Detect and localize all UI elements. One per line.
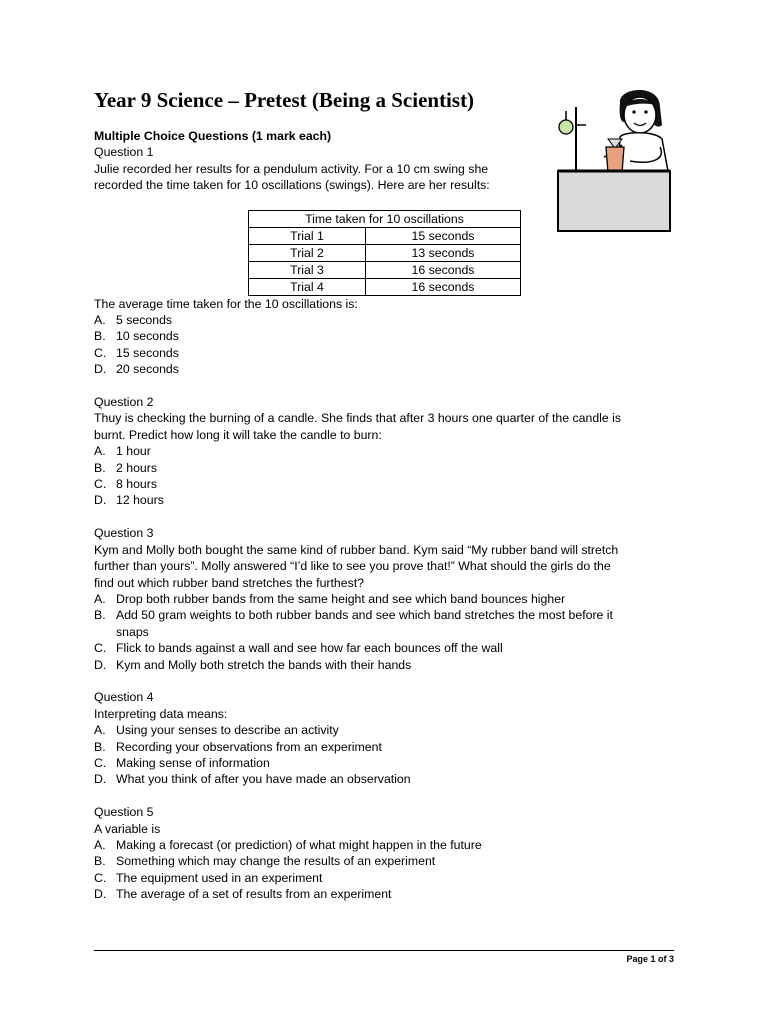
- option-letter: D.: [94, 362, 107, 377]
- page-title: Year 9 Science – Pretest (Being a Scientist): [94, 88, 475, 112]
- question-4-stem: Interpreting data means:: [94, 706, 228, 721]
- question-5-label: Question 5: [94, 805, 154, 820]
- option-letter: C.: [94, 477, 107, 492]
- table-row: [249, 278, 521, 295]
- option-letter: B.: [94, 329, 106, 344]
- answer-option: [94, 657, 674, 673]
- option-letter: D.: [94, 772, 107, 787]
- answer-option: [94, 870, 674, 886]
- question-4-label: Question 4: [94, 690, 154, 705]
- table-row: [249, 261, 521, 278]
- option-letter: C.: [94, 641, 107, 656]
- answer-option: [94, 312, 674, 328]
- option-letter: A.: [94, 723, 106, 738]
- question-1-intro: recorded the time taken for 10 oscillations (swings). Here are her results:: [94, 178, 490, 193]
- footer-divider: [94, 950, 674, 951]
- option-text: Recording your observations from an experiment: [116, 739, 382, 754]
- time-cell: 16 seconds: [366, 261, 521, 278]
- answer-option: [94, 607, 674, 640]
- option-text: Using your senses to describe an activity: [116, 723, 339, 738]
- option-letter: A.: [94, 837, 106, 852]
- time-cell: 15 seconds: [366, 227, 521, 244]
- option-letter: D.: [94, 887, 107, 902]
- answer-option: [94, 640, 674, 656]
- option-text: Making sense of information: [116, 755, 270, 770]
- time-cell: 16 seconds: [366, 278, 521, 295]
- option-letter: D.: [94, 493, 107, 508]
- option-letter: A.: [94, 444, 106, 459]
- time-cell: 13 seconds: [366, 244, 521, 261]
- option-text: 20 seconds: [116, 362, 179, 377]
- table-header-row: [249, 210, 521, 227]
- option-text: 2 hours: [116, 460, 158, 475]
- question-2-label: Question 2: [94, 395, 154, 410]
- option-text: The average of a set of results from an experiment: [116, 887, 392, 902]
- option-text: Add 50 gram weights to both rubber bands and see which band stretches the most before it snaps: [116, 608, 613, 639]
- trial-cell: Trial 4: [249, 278, 366, 295]
- option-text: 15 seconds: [116, 345, 179, 360]
- option-text: Flick to bands against a wall and see how far each bounces off the wall: [116, 641, 503, 656]
- answer-option: [94, 476, 674, 492]
- page-number: Page 1 of 3: [626, 954, 674, 964]
- option-text: 10 seconds: [116, 329, 179, 344]
- option-letter: C.: [94, 755, 107, 770]
- table-row: [249, 244, 521, 261]
- answer-option: [94, 361, 674, 377]
- answer-option: [94, 853, 674, 869]
- answer-option: [94, 886, 674, 902]
- table-header: Time taken for 10 oscillations: [249, 210, 521, 227]
- option-letter: C.: [94, 870, 107, 885]
- trial-cell: Trial 2: [249, 244, 366, 261]
- question-3-stem: find out which rubber band stretches the furthest?: [94, 575, 365, 590]
- answer-option: [94, 492, 674, 508]
- option-letter: B.: [94, 739, 106, 754]
- option-letter: A.: [94, 313, 106, 328]
- answer-option: [94, 837, 674, 853]
- answer-option: [94, 460, 674, 476]
- answer-option: [94, 345, 674, 361]
- option-text: Making a forecast (or prediction) of what might happen in the future: [116, 837, 482, 852]
- section-heading: Multiple Choice Questions (1 mark each): [94, 129, 332, 143]
- answer-option: [94, 739, 674, 755]
- option-text: Kym and Molly both stretch the bands with their hands: [116, 657, 412, 672]
- answer-option: [94, 443, 674, 459]
- option-text: What you think of after you have made an observation: [116, 772, 411, 787]
- answer-option: [94, 722, 674, 738]
- trial-cell: Trial 3: [249, 261, 366, 278]
- question-1-label: Question 1: [94, 145, 154, 160]
- option-text: Drop both rubber bands from the same height and see which band bounces higher: [116, 591, 566, 606]
- option-text: 1 hour: [116, 444, 151, 459]
- question-paper: [94, 128, 674, 903]
- results-table: [248, 210, 521, 296]
- question-3-label: Question 3: [94, 526, 154, 541]
- option-text: Something which may change the results of an experiment: [116, 854, 436, 869]
- option-letter: C.: [94, 345, 107, 360]
- option-text: The equipment used in an experiment: [116, 870, 323, 885]
- answer-option: [94, 755, 674, 771]
- answer-option: [94, 771, 674, 787]
- trial-cell: Trial 1: [249, 227, 366, 244]
- answer-option: [94, 328, 674, 344]
- question-5-stem: A variable is: [94, 821, 161, 836]
- answer-option: [94, 591, 674, 607]
- option-letter: A.: [94, 591, 106, 606]
- question-1-intro: Julie recorded her results for a pendulum activity. For a 10 cm swing she: [94, 161, 489, 176]
- question-3-stem: Kym and Molly both bought the same kind of rubber band. Kym said “My rubber band will stretch: [94, 542, 619, 557]
- question-2-stem: Thuy is checking the burning of a candle. She finds that after 3 hours one quarter of the candle is: [94, 411, 622, 426]
- option-text: 8 hours: [116, 477, 158, 492]
- question-1-stem: The average time taken for the 10 oscillations is:: [94, 296, 358, 311]
- option-letter: B.: [94, 460, 106, 475]
- option-text: 5 seconds: [116, 313, 173, 328]
- option-letter: B.: [94, 608, 106, 623]
- option-letter: B.: [94, 854, 106, 869]
- question-2-stem: burnt. Predict how long it will take the candle to burn:: [94, 427, 382, 442]
- option-letter: D.: [94, 657, 107, 672]
- table-row: [249, 227, 521, 244]
- question-3-stem: further than yours”. Molly answered “I’d like to see you prove that!” What should the girls do the: [94, 559, 611, 574]
- option-text: 12 hours: [116, 493, 164, 508]
